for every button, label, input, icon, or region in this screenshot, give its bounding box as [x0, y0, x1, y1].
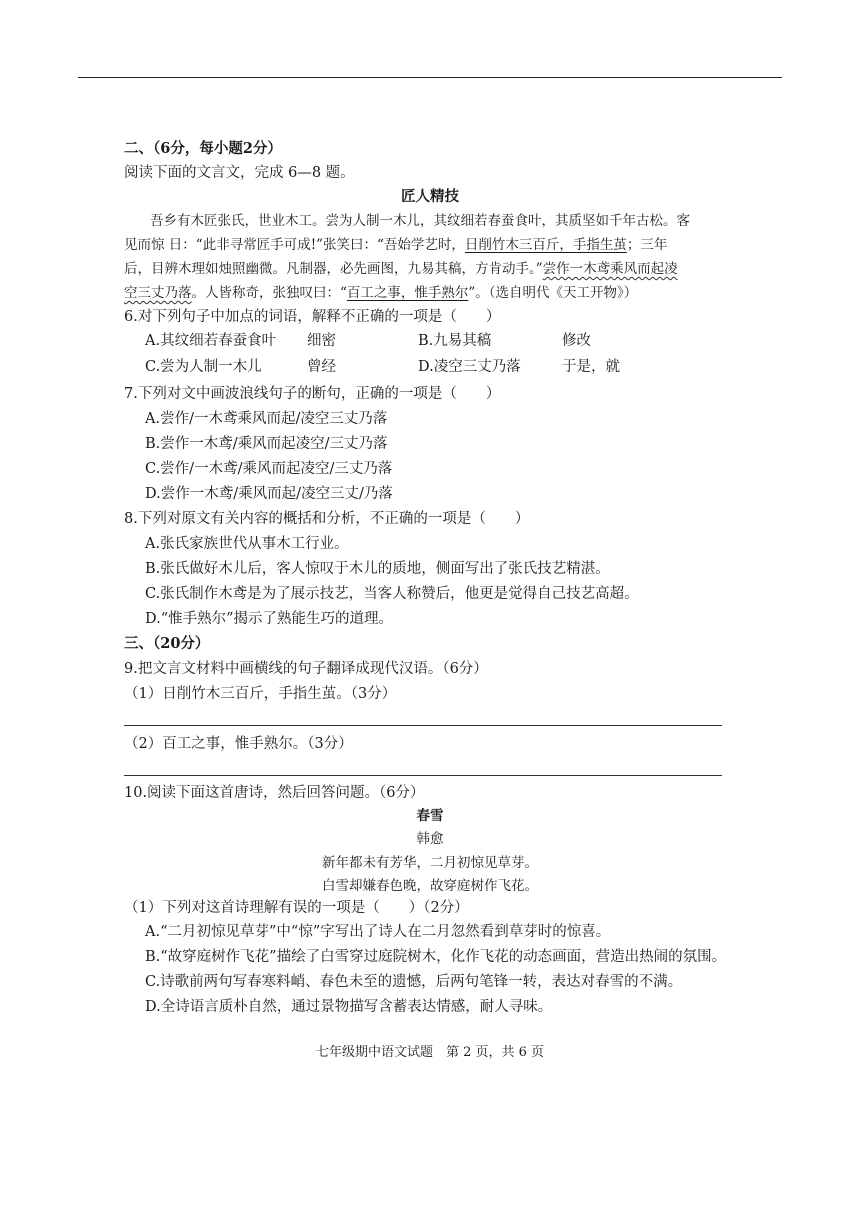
q10-option-d: D.全诗语言质朴自然，通过景物描写含蓄表达情感，耐人寻味。	[145, 999, 553, 1015]
q7-option-b: B.尝作一木鸢/乘风而起凌空/三丈乃落	[145, 436, 388, 452]
section-2-heading: 二、（6分，每小题2分）	[124, 140, 282, 157]
q7-stem: 7.下列对文中画波浪线句子的断句，正确的一项是（ ）	[124, 386, 501, 402]
q9-answer-line-2[interactable]	[124, 775, 722, 776]
q8-option-b: B.张氏做好木儿后，客人惊叹于木儿的质地，侧面写出了张氏技艺精湛。	[145, 561, 610, 577]
q6-option-a-meaning: 细密	[307, 333, 336, 349]
q6-option-b: B.九易其稿	[418, 333, 492, 349]
q10-sub-1: （1）下列对这首诗理解有误的一项是（ ）（2分）	[124, 900, 469, 916]
q8-option-c: C.张氏制作木鸢是为了展示技艺，当客人称赞后，他更是觉得自己技艺高超。	[145, 586, 639, 602]
q9-part-2: （2）百工之事，惟手熟尔。（3分）	[124, 736, 353, 752]
q9-answer-line-1[interactable]	[124, 725, 722, 726]
passage-text: ”。（选自明代《天工开物》）	[468, 285, 638, 301]
passage-text: ；三年	[626, 237, 668, 253]
passage-text: 见而惊 日：“此非寻常匠手可成!”张笑曰：“吾始学艺时，	[124, 237, 465, 253]
q7-option-c: C.尝作/一木鸢/乘风而起凌空/三丈乃落	[145, 461, 393, 477]
poem-title: 春雪	[416, 808, 444, 824]
q8-option-d: D.“惟手熟尔”揭示了熟能生巧的道理。	[145, 611, 394, 627]
q6-option-d: D.凌空三丈乃落	[418, 359, 521, 375]
q10-stem: 10.阅读下面这首唐诗，然后回答问题。（6分）	[124, 785, 425, 801]
q7-option-d: D.尝作一木鸢/乘风而起/凌空三丈/乃落	[145, 486, 393, 502]
q8-stem: 8.下列对原文有关内容的概括和分析，不正确的一项是（ ）	[124, 511, 530, 527]
q6-stem: 6.对下列句子中加点的词语，解释不正确的一项是（ ）	[124, 309, 501, 325]
passage-line-2	[124, 235, 667, 255]
q6-option-c: C.尝为人制一木儿	[145, 359, 262, 375]
passage-title: 匠人精技	[401, 188, 459, 205]
poem-line-2: 白雪却嫌春色晚，故穿庭树作飞花。	[322, 878, 538, 894]
section-3-heading: 三、（20分）	[124, 635, 210, 652]
header-rule	[78, 77, 782, 78]
q8-option-a: A.张氏家族世代从事木工行业。	[145, 536, 349, 552]
q6-option-c-meaning: 曾经	[307, 359, 336, 375]
wavy-sentence-part-2: 空三丈乃落	[124, 285, 192, 301]
q10-option-a: A.“二月初惊见草芽”中“惊”字写出了诗人在二月忽然看到草芽时的惊喜。	[145, 924, 611, 940]
passage-line-1: 吾乡有木匠张氏，世业木工。尝为人制一木儿，其纹细若春蚕食叶，其质坚如千年古松。客	[150, 213, 690, 229]
q10-option-b: B.“故穿庭树作飞花”描绘了白雪穿过庭院树木，化作飞花的动态画面，营造出热闹的氛围。	[145, 949, 727, 965]
q6-option-b-meaning: 修改	[562, 333, 591, 349]
page-footer: 七年级期中语文试题 第 2 页，共 6 页	[315, 1045, 545, 1060]
passage-text: 后，目辨木理如烛照幽微。凡制器，必先画图，九易其稿，方肯动手。”	[124, 261, 543, 277]
q6-option-a: A.其纹细若春蚕食叶	[145, 333, 277, 349]
poem-line-1: 新年都未有芳华，二月初惊见草芽。	[322, 855, 538, 871]
section-2-instruction: 阅读下面的文言文，完成 6—8 题。	[124, 165, 355, 181]
q9-stem: 9.把文言文材料中画横线的句子翻译成现代汉语。（6分）	[124, 661, 488, 677]
q9-part-1: （1）日削竹木三百斤，手指生茧。（3分）	[124, 686, 397, 702]
q10-option-c: C.诗歌前两句写春寒料峭、春色未至的遗憾，后两句笔锋一转，表达对春雪的不满。	[145, 974, 683, 990]
passage-line-3	[124, 259, 678, 279]
underlined-sentence-2: 百工之事，惟手熟尔	[346, 285, 469, 301]
q7-option-a: A.尝作/一木鸢乘风而起/凌空三丈乃落	[145, 411, 388, 427]
passage-text: 。人皆称奇，张独叹曰：“	[191, 285, 347, 301]
underlined-sentence-1: 日削竹木三百斤，手指生茧	[464, 237, 627, 253]
passage-line-4	[124, 283, 637, 303]
q6-option-d-meaning: 于是，就	[562, 359, 620, 375]
wavy-sentence-part-1: 尝作一木鸢乘风而起凌	[542, 261, 678, 277]
poem-author: 韩愈	[416, 831, 444, 847]
